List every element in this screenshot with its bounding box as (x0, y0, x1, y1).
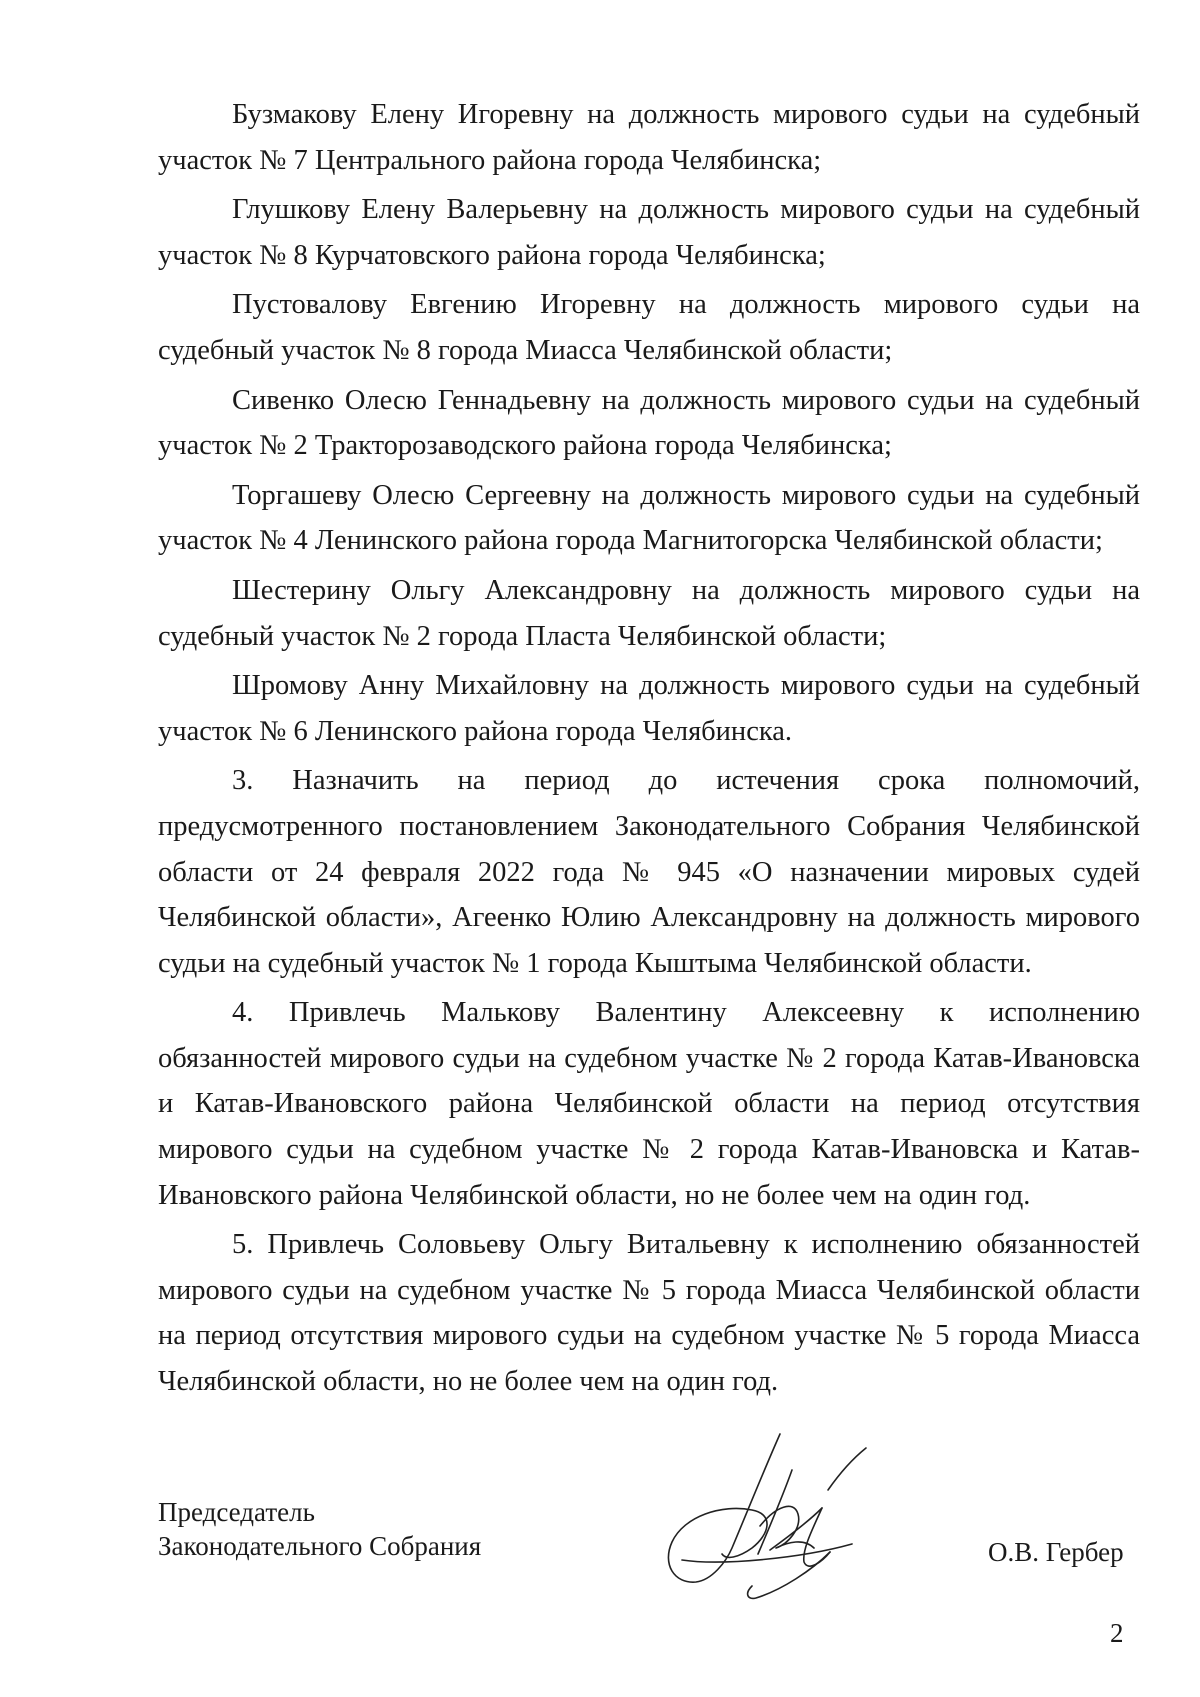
appointment-shesterina: Шестерину Ольгу Александровну на должность мирового судьи на судебный участок № 2 города Пласта Челябинской области; (158, 574, 1140, 652)
appointment-shromova: Шромову Анну Михайловну на должность мирового судьи на судебный участок № 6 Ленинского района города Челябинска. (158, 670, 1140, 747)
clause-5: 5. Привлечь Соловьеву Ольгу Витальевну к исполнению обязанностей мирового судьи на судебном участке № 5 города Миасса Челябинской области на период отсутствия мирового судьи на судебном участке № 5 города Миасса Челябинской области, но не более чем на один год. (158, 1229, 1140, 1398)
document-body (158, 92, 1140, 1405)
appointment-glushkova: Глушкову Елену Валерьевну на должность мирового судьи на судебный участок № 8 Курчатовского района города Челябинска; (158, 194, 1140, 271)
appointment-torgasheva: Торгашеву Олесю Сергеевну на должность мирового судьи на судебный участок № 4 Ленинского района города Магнитогорска Челябинской области; (158, 479, 1140, 557)
clause-4: 4. Привлечь Малькову Валентину Алексеевну к исполнению обязанностей мирового судьи на судебном участке № 2 города Катав-Ивановска и Катав-Ивановского района Челябинской области на период отсутствия мирового судьи на судебном участке № 2 города Катав-Ивановска и Катав-Ивановского района Челябинской области, но не более чем на один год. (158, 997, 1140, 1211)
appointment-sivenko: Сивенко Олесю Геннадьевну на должность мирового судьи на судебный участок № 2 Тракторозаводского района города Челябинска; (158, 384, 1140, 462)
signatory-title (158, 1495, 518, 1563)
signatory-title-line1: Председатель (158, 1497, 315, 1527)
clause-3: 3. Назначить на период до истечения срока полномочий, предусмотренного постановлением Законодательного Собрания Челябинской области от 24 февраля 2022 года № 945 «О назначении мировых судей Челябинской области», Агеенко Юлию Александровну на должность мирового судьи на судебный участок № 1 города Кыштыма Челябинской области. (158, 765, 1140, 979)
signer-name: О.В. Гербер (988, 1537, 1124, 1567)
signatory-title-line2: Законодательного Собрания (158, 1531, 482, 1561)
appointment-buzmakova: Бузмакову Елену Игоревну на должность мирового судьи на судебный участок № 7 Центрального района города Челябинска; (158, 99, 1140, 176)
handwritten-signature (652, 1430, 902, 1600)
appointment-pustovalova: Пустовалову Евгению Игоревну на должность мирового судьи на судебный участок № 8 города Миасса Челябинской области; (158, 289, 1140, 366)
page-number: 2 (1110, 1618, 1124, 1648)
